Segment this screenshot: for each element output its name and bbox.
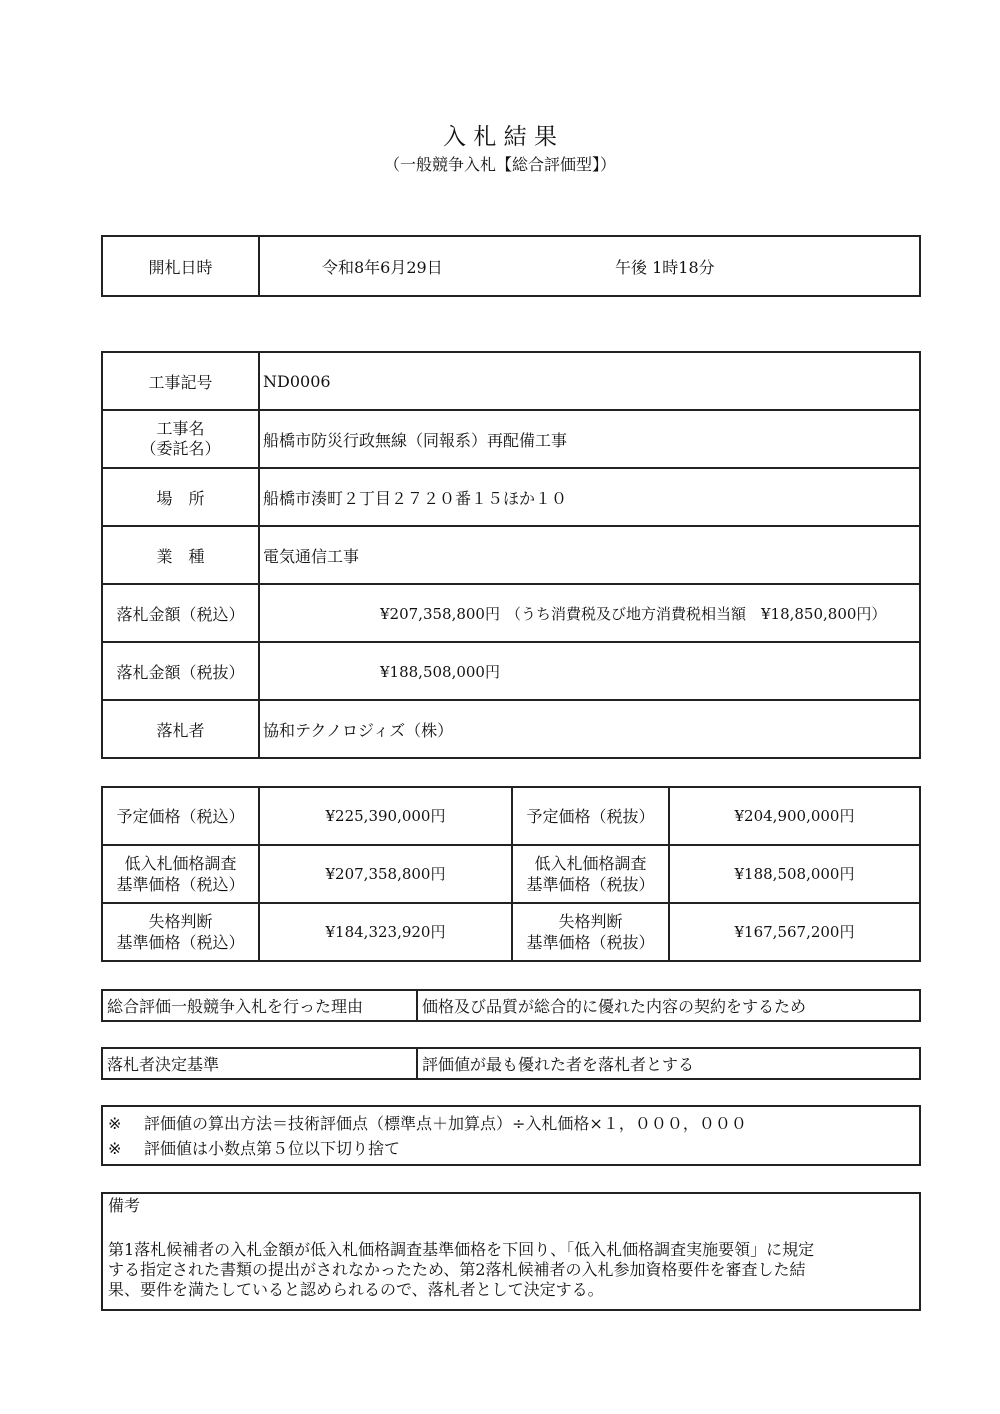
amount-incl-tax-note: （うち消費税及び地方消費税相当額 ¥18,850,800円） <box>505 604 887 623</box>
notes-box <box>101 1105 921 1166</box>
table-row <box>102 845 920 903</box>
work-name-value: 船橋市防災行政無線（同報系）再配備工事 <box>259 410 920 468</box>
low-incl-label-line2: 基準価格（税込） <box>116 875 245 894</box>
table-row <box>102 410 920 468</box>
table-row <box>102 526 920 584</box>
work-name-label <box>102 410 259 468</box>
note-rounding: 評価値は小数点第５位以下切り捨て <box>144 1139 401 1158</box>
remarks-line: する指定された書類の提出がされなかったため、第2落札候補者の入札参加資格要件を審査した結 <box>108 1260 806 1279</box>
winner-label: 落札者 <box>102 700 259 758</box>
remarks-line: 果、要件を満たしていると認められるので、落札者として決定する。 <box>108 1280 604 1299</box>
opening-label: 開札日時 <box>102 236 259 296</box>
reason-table <box>101 989 921 1022</box>
industry-value: 電気通信工事 <box>259 526 920 584</box>
note-calc-method: 評価値の算出方法＝技術評価点（標準点＋加算点）÷入札価格×１，０００，０００ <box>144 1114 747 1133</box>
page-title: 入 札 結 果 <box>443 124 557 150</box>
dq-incl-label <box>102 903 259 961</box>
table-row <box>102 468 920 526</box>
opening-table <box>101 235 921 297</box>
reason-label: 総合評価一般競争入札を行った理由 <box>102 990 417 1021</box>
low-excl-label-line1: 低入札価格調査 <box>534 854 647 873</box>
table-row <box>102 1048 920 1079</box>
note-mark: ※ <box>108 1139 122 1158</box>
table-row <box>102 787 920 845</box>
price-table <box>101 786 921 962</box>
planned-incl-value: ¥225,390,000円 <box>259 787 512 845</box>
basis-value: 評価値が最も優れた者を落札者とする <box>417 1048 920 1079</box>
winner-value: 協和テクノロジィズ（株） <box>259 700 920 758</box>
work-name-label-line1: 工事名 <box>156 419 205 438</box>
remarks-line: 第1落札候補者の入札金額が低入札価格調査基準価格を下回り、「低入札価格調査実施要領」に規定 <box>108 1240 815 1259</box>
remarks-box <box>101 1192 921 1311</box>
table-row <box>102 990 920 1021</box>
work-number-label: 工事記号 <box>102 352 259 410</box>
work-number-value: ND0006 <box>259 352 920 410</box>
amount-incl-cell <box>259 584 920 642</box>
dq-excl-label-line1: 失格判断 <box>558 912 623 931</box>
dq-incl-value: ¥184,323,920円 <box>259 903 512 961</box>
low-incl-value: ¥207,358,800円 <box>259 845 512 903</box>
planned-incl-label: 予定価格（税込） <box>102 787 259 845</box>
low-excl-label-line2: 基準価格（税抜） <box>526 875 655 894</box>
table-row <box>102 642 920 700</box>
dq-excl-value: ¥167,567,200円 <box>669 903 920 961</box>
table-row <box>102 584 920 642</box>
amount-excl-value: ¥188,508,000円 <box>259 642 920 700</box>
note-mark: ※ <box>108 1114 122 1133</box>
reason-value: 価格及び品質が総合的に優れた内容の契約をするため <box>417 990 920 1021</box>
table-row <box>102 700 920 758</box>
opening-time: 午後 1時18分 <box>497 236 920 296</box>
low-incl-label-line1: 低入札価格調査 <box>124 854 237 873</box>
table-row <box>102 903 920 961</box>
low-excl-label <box>512 845 669 903</box>
dq-incl-label-line2: 基準価格（税込） <box>116 933 245 952</box>
amount-excl-label: 落札金額（税抜） <box>102 642 259 700</box>
planned-excl-value: ¥204,900,000円 <box>669 787 920 845</box>
work-name-label-line2: （委託名） <box>140 439 221 458</box>
amount-incl-value: ¥207,358,800円 <box>380 604 500 623</box>
dq-excl-label-line2: 基準価格（税抜） <box>526 933 655 952</box>
dq-excl-label <box>512 903 669 961</box>
basis-label: 落札者決定基準 <box>102 1048 417 1079</box>
place-label: 場 所 <box>102 468 259 526</box>
low-incl-label <box>102 845 259 903</box>
opening-date: 令和8年6月29日 <box>259 236 497 296</box>
opening-row <box>102 236 920 296</box>
dq-incl-label-line1: 失格判断 <box>148 912 213 931</box>
place-value: 船橋市湊町２丁目２７２０番１５ほか１０ <box>259 468 920 526</box>
low-excl-value: ¥188,508,000円 <box>669 845 920 903</box>
note-line <box>108 1136 914 1161</box>
industry-label: 業 種 <box>102 526 259 584</box>
table-row <box>102 352 920 410</box>
basis-table <box>101 1047 921 1080</box>
remarks-label: 備考 <box>108 1196 141 1215</box>
page-subtitle: （一般競争入札【総合評価型】） <box>383 155 616 174</box>
planned-excl-label: 予定価格（税抜） <box>512 787 669 845</box>
work-info-table <box>101 351 921 759</box>
amount-incl-label: 落札金額（税込） <box>102 584 259 642</box>
note-line <box>108 1111 914 1136</box>
